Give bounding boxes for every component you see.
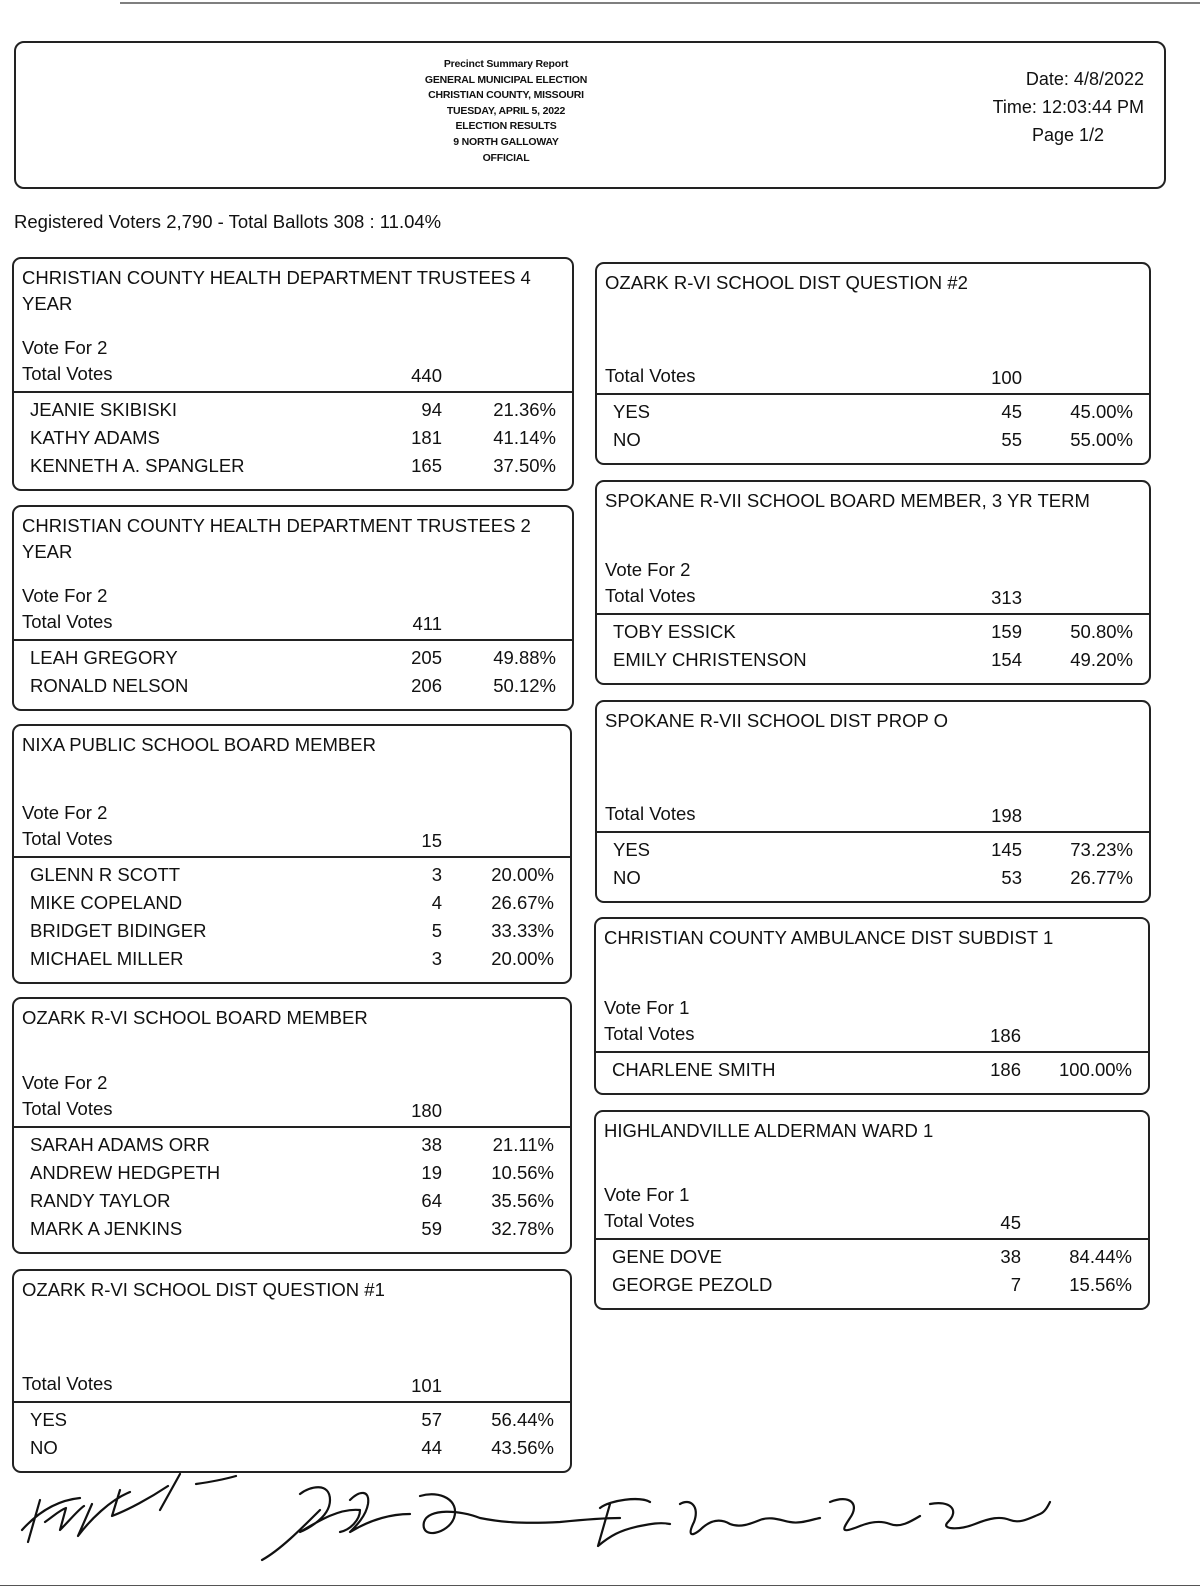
candidate-percent: 20.00% bbox=[491, 864, 554, 885]
candidate-votes: 154 bbox=[991, 649, 1022, 670]
contest-title: SPOKANE R-VII SCHOOL BOARD MEMBER, 3 YR TERM bbox=[605, 490, 1090, 511]
candidate-votes: 205 bbox=[411, 647, 442, 668]
candidate-name: NO bbox=[613, 867, 641, 888]
candidate-votes: 57 bbox=[421, 1409, 442, 1430]
candidate-votes: 53 bbox=[1001, 867, 1022, 888]
candidate-votes: 7 bbox=[1010, 1274, 1021, 1295]
contest-title: OZARK R-VI SCHOOL DIST QUESTION #2 bbox=[605, 272, 968, 293]
report-time: Time: 12:03:44 PM bbox=[992, 97, 1144, 117]
contest-divider bbox=[596, 1238, 1148, 1240]
candidate-percent: 26.67% bbox=[491, 892, 554, 913]
report-header bbox=[14, 41, 1166, 189]
candidate-percent: 37.50% bbox=[493, 455, 556, 476]
candidate-votes: 59 bbox=[421, 1218, 442, 1239]
signatures bbox=[0, 1460, 1200, 1586]
candidate-row bbox=[14, 453, 572, 481]
candidate-percent: 26.77% bbox=[1070, 867, 1133, 888]
contest-box bbox=[595, 700, 1151, 903]
candidate-votes: 5 bbox=[431, 920, 442, 941]
contest-box bbox=[594, 917, 1150, 1095]
candidate-percent: 41.14% bbox=[493, 427, 556, 448]
candidate-percent: 55.00% bbox=[1070, 429, 1133, 450]
contest-divider bbox=[597, 393, 1149, 395]
candidate-votes: 3 bbox=[431, 864, 442, 885]
candidate-percent: 32.78% bbox=[491, 1218, 554, 1239]
vote-for-label: Vote For 1 bbox=[604, 1184, 690, 1205]
candidate-percent: 35.56% bbox=[491, 1190, 554, 1211]
total-votes-label: Total Votes bbox=[605, 365, 696, 386]
candidate-votes: 38 bbox=[1000, 1246, 1021, 1267]
contest-title: NIXA PUBLIC SCHOOL BOARD MEMBER bbox=[22, 734, 376, 755]
candidate-percent: 84.44% bbox=[1069, 1246, 1132, 1267]
candidate-votes: 186 bbox=[990, 1059, 1021, 1080]
candidate-votes: 206 bbox=[411, 675, 442, 696]
candidate-name: RONALD NELSON bbox=[30, 675, 189, 696]
candidate-percent: 50.80% bbox=[1070, 621, 1133, 642]
candidate-row bbox=[596, 1244, 1148, 1272]
candidate-percent: 43.56% bbox=[491, 1437, 554, 1458]
candidate-percent: 49.88% bbox=[493, 647, 556, 668]
candidate-name: LEAH GREGORY bbox=[30, 647, 178, 668]
candidate-votes: 159 bbox=[991, 621, 1022, 642]
report-date: Date: 4/8/2022 bbox=[1025, 69, 1144, 89]
candidate-votes: 145 bbox=[991, 839, 1022, 860]
candidate-percent: 73.23% bbox=[1070, 839, 1133, 860]
candidate-percent: 56.44% bbox=[491, 1409, 554, 1430]
contest-box bbox=[595, 480, 1151, 685]
contest-title: OZARK R-VI SCHOOL BOARD MEMBER bbox=[22, 1007, 368, 1028]
total-votes-label: Total Votes bbox=[22, 1098, 113, 1119]
vote-for-label: Vote For 2 bbox=[22, 1072, 108, 1093]
candidate-name: MIKE COPELAND bbox=[30, 892, 183, 913]
contest-box bbox=[12, 997, 572, 1254]
candidate-row bbox=[14, 1132, 570, 1160]
report-line: GENERAL MUNICIPAL ELECTION bbox=[424, 73, 588, 86]
report-line: CHRISTIAN COUNTY, MISSOURI bbox=[428, 89, 584, 102]
candidate-row bbox=[14, 862, 570, 890]
turnout-summary: Registered Voters 2,790 - Total Ballots 308 : 11.04% bbox=[14, 211, 442, 232]
candidate-row bbox=[596, 1057, 1148, 1085]
candidate-votes: 165 bbox=[411, 455, 442, 476]
candidate-row bbox=[597, 619, 1149, 647]
candidate-name: BRIDGET BIDINGER bbox=[30, 920, 207, 941]
candidate-name: MARK A JENKINS bbox=[30, 1218, 183, 1239]
candidate-votes: 4 bbox=[431, 892, 442, 913]
report-line: 9 NORTH GALLOWAY bbox=[453, 135, 559, 148]
total-votes-label: Total Votes bbox=[22, 1373, 113, 1394]
candidate-percent: 50.12% bbox=[493, 675, 556, 696]
candidate-row bbox=[596, 1272, 1148, 1300]
candidate-row bbox=[14, 673, 572, 701]
candidate-votes: 38 bbox=[421, 1134, 442, 1155]
candidate-row bbox=[14, 1216, 570, 1244]
candidate-row bbox=[14, 1188, 570, 1216]
candidate-name: GEORGE PEZOLD bbox=[612, 1274, 773, 1295]
candidate-name: KENNETH A. SPANGLER bbox=[30, 455, 245, 476]
contest-title: CHRISTIAN COUNTY HEALTH DEPARTMENT TRUSTEES 4 YEAR bbox=[22, 267, 531, 314]
contest-title: CHRISTIAN COUNTY HEALTH DEPARTMENT TRUSTEES 2 YEAR bbox=[22, 515, 531, 562]
candidate-name: NO bbox=[30, 1437, 58, 1458]
contest-divider bbox=[596, 1051, 1148, 1053]
vote-for-label: Vote For 1 bbox=[604, 997, 690, 1018]
candidate-percent: 100.00% bbox=[1058, 1059, 1132, 1080]
contest-box bbox=[12, 505, 574, 711]
candidate-percent: 45.00% bbox=[1070, 401, 1133, 422]
total-votes-value: 180 bbox=[411, 1100, 442, 1121]
candidate-row bbox=[597, 865, 1149, 893]
report-meta bbox=[993, 65, 1144, 149]
vote-for-label: Vote For 2 bbox=[22, 337, 108, 358]
candidate-votes: 94 bbox=[421, 399, 442, 420]
total-votes-label: Total Votes bbox=[22, 363, 113, 384]
candidate-name: YES bbox=[30, 1409, 68, 1430]
report-title-block bbox=[316, 57, 696, 166]
candidate-percent: 21.36% bbox=[493, 399, 556, 420]
candidate-name: JEANIE SKIBISKI bbox=[30, 399, 178, 420]
candidate-percent: 10.56% bbox=[491, 1162, 554, 1183]
total-votes-label: Total Votes bbox=[604, 1023, 695, 1044]
total-votes-value: 101 bbox=[411, 1375, 442, 1396]
candidate-name: GENE DOVE bbox=[612, 1246, 722, 1267]
candidate-percent: 20.00% bbox=[491, 948, 554, 969]
vote-for-label: Vote For 2 bbox=[22, 585, 108, 606]
total-votes-label: Total Votes bbox=[605, 585, 696, 606]
candidate-name: TOBY ESSICK bbox=[613, 621, 736, 642]
total-votes-label: Total Votes bbox=[22, 828, 113, 849]
candidate-votes: 64 bbox=[421, 1190, 442, 1211]
candidate-row bbox=[14, 397, 572, 425]
candidate-name: CHARLENE SMITH bbox=[612, 1059, 776, 1080]
candidate-name: NO bbox=[613, 429, 641, 450]
candidate-row bbox=[597, 647, 1149, 675]
candidate-votes: 44 bbox=[421, 1437, 442, 1458]
candidate-percent: 49.20% bbox=[1070, 649, 1133, 670]
candidate-row bbox=[14, 1407, 570, 1435]
candidate-row bbox=[14, 1435, 570, 1463]
total-votes-value: 100 bbox=[991, 367, 1022, 388]
candidate-votes: 19 bbox=[421, 1162, 442, 1183]
candidate-row bbox=[14, 946, 570, 974]
candidate-row bbox=[597, 837, 1149, 865]
candidate-votes: 45 bbox=[1001, 401, 1022, 422]
contest-box bbox=[595, 262, 1151, 465]
total-votes-value: 45 bbox=[1000, 1212, 1021, 1233]
candidate-row bbox=[14, 425, 572, 453]
contest-box bbox=[12, 1269, 572, 1473]
candidate-row bbox=[597, 427, 1149, 455]
vote-for-label: Vote For 2 bbox=[22, 802, 108, 823]
candidate-name: EMILY CHRISTENSON bbox=[613, 649, 807, 670]
candidate-votes: 55 bbox=[1001, 429, 1022, 450]
report-line: TUESDAY, APRIL 5, 2022 bbox=[446, 104, 566, 117]
candidate-name: GLENN R SCOTT bbox=[30, 864, 181, 885]
total-votes-label: Total Votes bbox=[605, 803, 696, 824]
total-votes-label: Total Votes bbox=[22, 611, 113, 632]
candidate-row bbox=[14, 890, 570, 918]
contest-title: CHRISTIAN COUNTY AMBULANCE DIST SUBDIST 1 bbox=[604, 927, 1054, 948]
contest-box bbox=[12, 257, 574, 491]
candidate-name: RANDY TAYLOR bbox=[30, 1190, 171, 1211]
total-votes-value: 198 bbox=[991, 805, 1022, 826]
candidate-name: SARAH ADAMS ORR bbox=[30, 1134, 210, 1155]
contest-title: OZARK R-VI SCHOOL DIST QUESTION #1 bbox=[22, 1279, 385, 1300]
candidate-percent: 15.56% bbox=[1069, 1274, 1132, 1295]
contest-divider bbox=[14, 1126, 570, 1128]
report-line: OFFICIAL bbox=[482, 151, 530, 164]
candidate-name: YES bbox=[613, 401, 651, 422]
total-votes-value: 186 bbox=[990, 1025, 1021, 1046]
contest-title: HIGHLANDVILLE ALDERMAN WARD 1 bbox=[604, 1120, 934, 1141]
candidate-name: MICHAEL MILLER bbox=[30, 948, 184, 969]
candidate-name: YES bbox=[613, 839, 651, 860]
contest-box bbox=[12, 724, 572, 984]
vote-for-label: Vote For 2 bbox=[605, 559, 691, 580]
total-votes-value: 440 bbox=[411, 365, 442, 386]
report-line: ELECTION RESULTS bbox=[455, 120, 557, 133]
total-votes-value: 411 bbox=[412, 613, 442, 634]
contest-divider bbox=[14, 856, 570, 858]
contest-divider bbox=[14, 1401, 570, 1403]
candidate-name: KATHY ADAMS bbox=[30, 427, 160, 448]
candidate-percent: 21.11% bbox=[492, 1134, 554, 1155]
candidate-row bbox=[14, 1160, 570, 1188]
candidate-row bbox=[14, 645, 572, 673]
candidate-row bbox=[597, 399, 1149, 427]
candidate-percent: 33.33% bbox=[491, 920, 554, 941]
contest-divider bbox=[14, 639, 572, 641]
total-votes-label: Total Votes bbox=[604, 1210, 695, 1231]
candidate-name: ANDREW HEDGPETH bbox=[30, 1162, 221, 1183]
candidate-votes: 3 bbox=[431, 948, 442, 969]
page-number: Page 1/2 bbox=[1031, 125, 1104, 145]
contest-divider bbox=[597, 831, 1149, 833]
contest-box bbox=[594, 1110, 1150, 1310]
candidate-row bbox=[14, 918, 570, 946]
total-votes-value: 15 bbox=[421, 830, 442, 851]
candidate-votes: 181 bbox=[411, 427, 442, 448]
contest-divider bbox=[14, 391, 572, 393]
contest-title: SPOKANE R-VII SCHOOL DIST PROP O bbox=[605, 710, 949, 731]
report-line: Precinct Summary Report bbox=[443, 58, 569, 70]
total-votes-value: 313 bbox=[991, 587, 1022, 608]
contest-divider bbox=[597, 613, 1149, 615]
